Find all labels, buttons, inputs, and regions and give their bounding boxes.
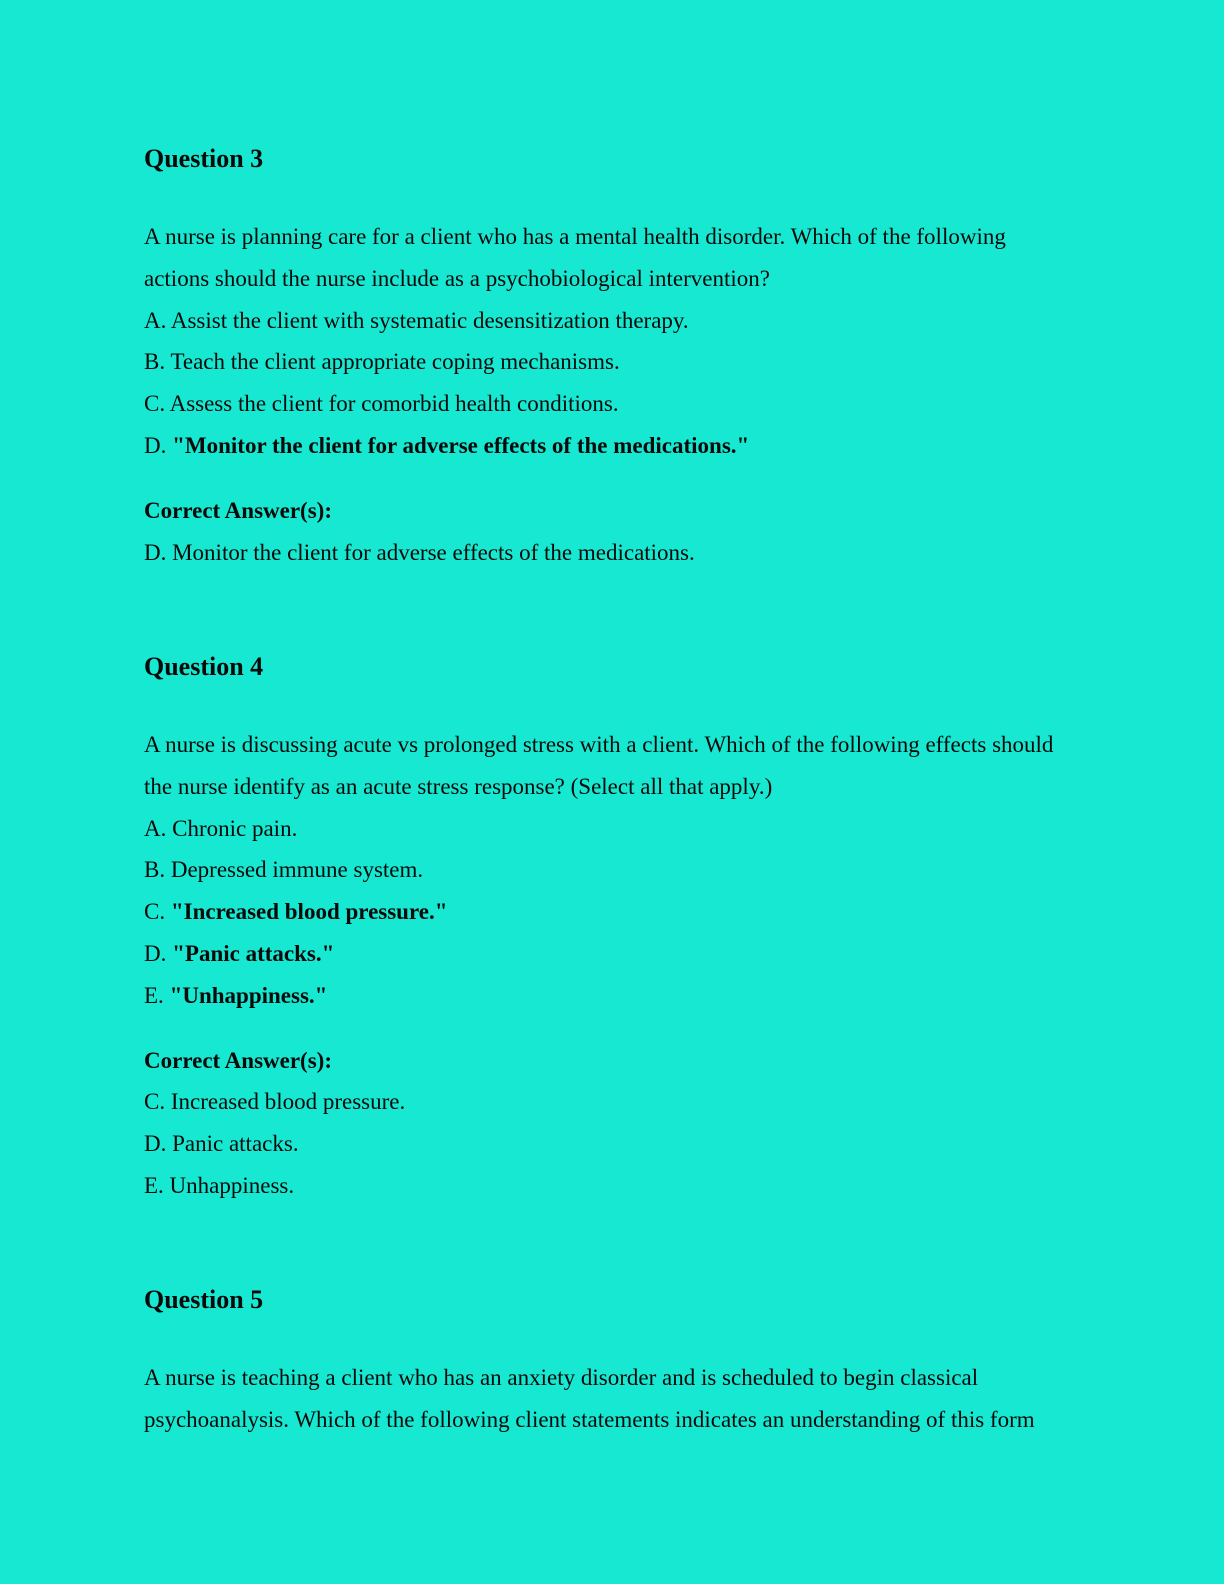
- option-text: Chronic pain.: [172, 815, 298, 841]
- correct-answers: [144, 490, 1074, 574]
- option-text: Teach the client appropriate coping mechanisms.: [170, 349, 620, 375]
- option-b: [144, 849, 1074, 891]
- option-text: Assess the client for comorbid health conditions.: [169, 391, 619, 417]
- correct-answer-line: D. Monitor the client for adverse effects of the medications.: [144, 539, 695, 565]
- option-letter: A.: [144, 307, 167, 333]
- option-letter: E.: [144, 982, 164, 1008]
- option-d: [144, 933, 1074, 975]
- question-stem: A nurse is discussing acute vs prolonged stress with a client. Which of the following effects should the nurse identify as an acute stress response? (Select all that apply.): [144, 732, 1054, 799]
- option-a: [144, 300, 1074, 342]
- question-title: Question 4: [144, 652, 264, 681]
- option-text: "Monitor the client for adverse effects of the medications.": [172, 432, 750, 458]
- option-e: [144, 975, 1074, 1017]
- option-text: Assist the client with systematic desensitization therapy.: [170, 307, 689, 333]
- option-a: [144, 808, 1074, 850]
- correct-answer-line: E. Unhappiness.: [144, 1172, 295, 1198]
- question-5: [144, 1281, 1074, 1441]
- option-letter: A.: [144, 815, 167, 841]
- correct-answer-heading: Correct Answer(s):: [144, 1047, 332, 1073]
- correct-answer-line: D. Panic attacks.: [144, 1131, 299, 1157]
- question-stem: A nurse is teaching a client who has an anxiety disorder and is scheduled to begin classical psychoanalysis. Which of the following client statements indicates an understanding of this form: [144, 1365, 1035, 1432]
- question-3: [144, 140, 1074, 573]
- option-text: Depressed immune system.: [170, 857, 424, 883]
- option-letter: B.: [144, 857, 166, 883]
- option-c: [144, 383, 1074, 425]
- question-title: Question 5: [144, 1285, 264, 1314]
- correct-answers: [144, 1040, 1074, 1207]
- option-d: [144, 425, 1074, 467]
- answer-options: [144, 808, 1074, 1017]
- option-text: "Increased blood pressure.": [170, 899, 448, 925]
- question-4: [144, 648, 1074, 1207]
- question-stem: A nurse is planning care for a client who has a mental health disorder. Which of the following actions should the nurse include as a psychobiological intervention?: [144, 224, 1006, 291]
- option-letter: B.: [144, 349, 166, 375]
- option-letter: C.: [144, 899, 166, 925]
- correct-answer-line: C. Increased blood pressure.: [144, 1089, 406, 1115]
- option-letter: D.: [144, 432, 167, 458]
- option-letter: D.: [144, 940, 167, 966]
- option-letter: C.: [144, 391, 166, 417]
- correct-answer-heading: Correct Answer(s):: [144, 497, 332, 523]
- option-text: "Panic attacks.": [172, 940, 335, 966]
- option-c: [144, 891, 1074, 933]
- option-text: "Unhappiness.": [169, 982, 328, 1008]
- option-b: [144, 341, 1074, 383]
- answer-options: [144, 300, 1074, 467]
- question-title: Question 3: [144, 144, 264, 173]
